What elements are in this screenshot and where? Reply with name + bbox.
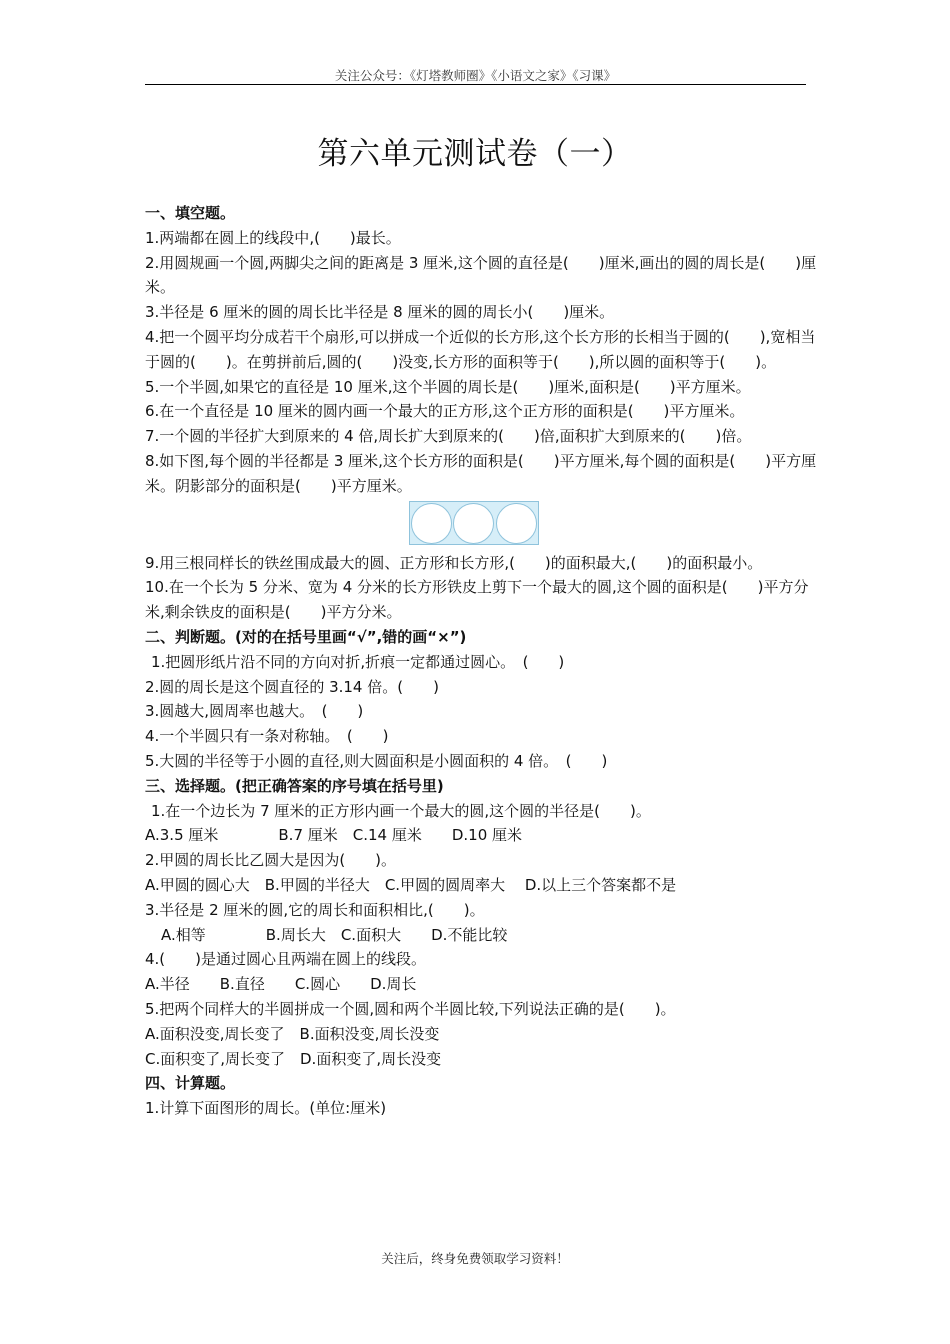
question-choice-5-options-cd: C.面积变了,周长变了 D.面积变了,周长没变 — [145, 1049, 442, 1068]
question-fill-6: 6.在一个直径是 10 厘米的圆内画一个最大的正方形,这个正方形的面积是( )平方厘米。 — [145, 402, 745, 421]
question-fill-5: 5.一个半圆,如果它的直径是 10 厘米,这个半圆的周长是( )厘米,面积是( )平方厘米。 — [145, 377, 751, 396]
question-choice-5-options-ab: A.面积没变,周长变了 B.面积没变,周长没变 — [145, 1024, 440, 1043]
question-judge-2: 2.圆的周长是这个圆直径的 3.14 倍。( ) — [145, 677, 439, 696]
question-choice-4: 4.( )是通过圆心且两端在圆上的线段。 — [145, 950, 427, 969]
question-choice-1-options: A.3.5 厘米 B.7 厘米 C.14 厘米 D.10 厘米 — [145, 826, 523, 845]
question-judge-1: 1.把圆形纸片沿不同的方向对折,折痕一定都通过圆心。 ( ) — [151, 652, 565, 671]
circle-2 — [453, 503, 494, 544]
page-header: 关注公众号：《灯塔教师圈》《小语文之家》《习课》 — [334, 68, 617, 83]
section-heading-fill-in: 一、填空题。 — [145, 204, 236, 222]
question-choice-1: 1.在一个边长为 7 厘米的正方形内画一个最大的圆,这个圆的半径是( )。 — [151, 801, 651, 820]
question-fill-10: 10.在一个长为 5 分米、宽为 4 分米的长方形铁皮上剪下一个最大的圆,这个圆的面积是( )平方分米,剩余铁皮的面积是( )平方分米。 — [145, 578, 809, 622]
question-judge-3: 3.圆越大,圆周率也越大。 ( ) — [145, 702, 364, 721]
section-heading-judge: 二、判断题。(对的在括号里画“√”,错的画“×”) — [145, 627, 467, 646]
circle-3 — [496, 503, 537, 544]
question-fill-2: 2.用圆规画一个圆,两脚尖之间的距离是 3 厘米,这个圆的直径是( )厘米,画出的圆的周长是( )厘米。 — [145, 253, 817, 297]
section-heading-calc: 四、计算题。 — [145, 1074, 236, 1093]
question-fill-7: 7.一个圆的半径扩大到原来的 4 倍,周长扩大到原来的( )倍,面积扩大到原来的( )倍。 — [145, 427, 752, 446]
question-choice-2-options: A.甲圆的圆心大 B.甲圆的半径大 C.甲圆的圆周率大 D.以上三个答案都不是 — [145, 875, 677, 894]
worksheet-body — [145, 201, 825, 1121]
circles-figure-row — [145, 499, 825, 551]
question-choice-3-options: A.相等 B.周长大 C.面积大 D.不能比较 — [161, 925, 508, 944]
question-fill-1: 1.两端都在圆上的线段中,( )最长。 — [145, 228, 401, 247]
header-divider — [145, 84, 806, 85]
section-heading-choice: 三、选择题。(把正确答案的序号填在括号里) — [145, 776, 444, 795]
question-choice-5: 5.把两个同样大的半圆拼成一个圆,圆和两个半圆比较,下列说法正确的是( )。 — [145, 999, 676, 1018]
question-choice-4-options: A.半径 B.直径 C.圆心 D.周长 — [145, 975, 417, 994]
question-fill-8: 8.如下图,每个圆的半径都是 3 厘米,这个长方形的面积是( )平方厘米,每个圆的面积是( )平方厘米。阴影部分的面积是( )平方厘米。 — [145, 451, 817, 495]
question-fill-9: 9.用三根同样长的铁丝围成最大的圆、正方形和长方形,( )的面积最大,( )的面积最小。 — [145, 553, 763, 572]
circle-1 — [411, 503, 452, 544]
question-fill-3: 3.半径是 6 厘米的圆的周长比半径是 8 厘米的圆的周长小( )厘米。 — [145, 303, 615, 322]
question-judge-5: 5.大圆的半径等于小圆的直径,则大圆面积是小圆面积的 4 倍。 ( ) — [145, 751, 608, 770]
question-judge-4: 4.一个半圆只有一条对称轴。 ( ) — [145, 727, 389, 746]
question-choice-3: 3.半径是 2 厘米的圆,它的周长和面积相比,( )。 — [145, 900, 485, 919]
question-calc-1: 1.计算下面图形的周长。(单位:厘米) — [145, 1099, 387, 1118]
question-fill-4: 4.把一个圆平均分成若干个扇形,可以拼成一个近似的长方形,这个长方形的长相当于圆的( ),宽相当于圆的( )。在剪拼前后,圆的( )没变,长方形的面积等于( ),所以圆的面积等于( )。 — [145, 327, 816, 371]
rectangle-with-three-circles — [409, 501, 539, 545]
question-choice-2: 2.甲圆的周长比乙圆大是因为( )。 — [145, 851, 397, 870]
page-footer: 关注后，终身免费领取学习资料！ — [381, 1251, 569, 1266]
page-title: 第六单元测试卷（一） — [317, 136, 633, 172]
